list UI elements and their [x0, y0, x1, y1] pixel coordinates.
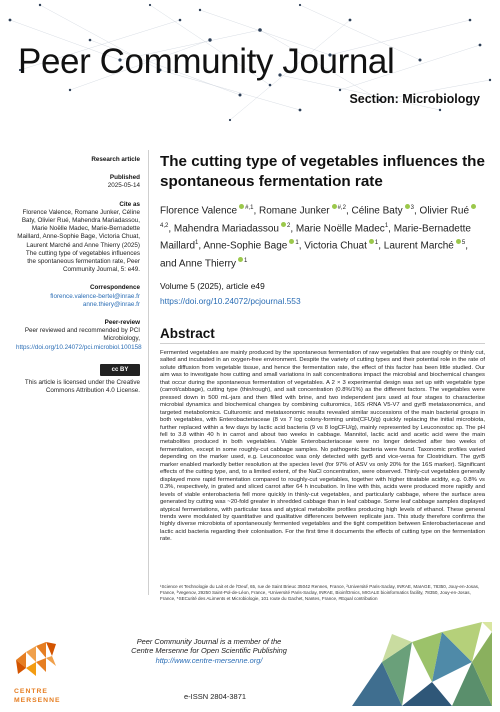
cite-text: Florence Valence, Romane Junker, Céline Baty, Olivier Rué, Mahendra Mariadassou, Marie Noëlle Madec, Marie-Bernadette Maillard, Anne-Sophie Bage, Victoria Chuat, Laurent Marché and Anne Thierry (2025) The cutting type of vegetables influences the spontaneous fermentation rate, Peer Community Journal, 5: e49. [17, 208, 140, 274]
article-doi-link[interactable]: https://doi.org/10.24072/pcjournal.553 [160, 296, 301, 307]
author-name: Florence Valence [160, 205, 238, 217]
orcid-icon[interactable] [471, 204, 476, 209]
correspondence-label: Correspondence [89, 284, 140, 292]
author-affiliation-marker: 5 [461, 240, 466, 247]
abstract-rule [160, 343, 485, 344]
orcid-icon[interactable] [281, 222, 286, 227]
author-name: Laurent Marché [383, 240, 454, 252]
author-name: Marie-Bernadette Maillard [160, 222, 471, 252]
author-affiliation-marker: #,2 [337, 205, 346, 211]
email-link-1[interactable]: florence.valence-bertel@inrae.fr [50, 292, 140, 300]
peer-review-label: Peer-review [104, 319, 140, 327]
footer-notice [94, 637, 324, 665]
section-label: Section: Microbiology [349, 92, 480, 106]
author-list: Florence Valence $^{\#,1}$, Romane Junker $^{\#,2}$, Céline Baty $^3$, Olivier Rué$^{4,2}$, Mahendra Mariadassou $^2$, Marie Noëlle Madec$^1$, Marie-Bernadette Maillard$^1$, Anne-Sophie Bage $^1$, Victoria Chuat $^1$, Laurent Marché $^5$, and Anne Thierry $^1$ [160, 201, 485, 271]
footer-line-1: Peer Community Journal is a member of the [136, 637, 282, 646]
author-affiliation-marker: 1 [374, 240, 379, 247]
article-title: The cutting type of vegetables influences the spontaneous fermentation rate [160, 153, 485, 190]
author-name: Marie Noëlle Madec [295, 222, 385, 234]
author-name: Anne-Sophie Bage [203, 240, 288, 252]
author-affiliation-marker: 1 [244, 257, 248, 264]
author-affiliation-marker: 1 [195, 240, 199, 247]
author-affiliation-marker: 1 [384, 222, 389, 229]
email-link-2[interactable]: anne.thiery@inrae.fr [82, 300, 140, 308]
license-text: This article is licensed under the Creative Commons Attribution 4.0 License. [24, 378, 140, 395]
cc-by-license-icon[interactable]: cc BY [100, 364, 140, 376]
author-name: Céline Baty [351, 205, 403, 217]
author-affiliation-marker: 2 [286, 222, 291, 229]
author-name: Olivier Rué [419, 205, 470, 217]
affiliations: ¹Science et Technologie du Lait et de l'Oeuf, 65, rue de Saint Brieuc 35042 Rennes, France, ²Université Paris-Saclay, INRAE, MaIAGE, 78350, Jouy-en-Josas, France, ³Vegenov, 29250 Saint-Pol-de-Léon, France, ⁴Université Paris-Saclay, INRAE, BioinfOmics, MIGALE bioinformatics facility, 78350, Jouy-en-Josas, France, ⁵SECurité des ALiments et Microbiologie, 101 route du Gachet, Nantes, France, #Equal contribution [160, 584, 480, 602]
centre-mersenne-wordmark [14, 688, 74, 705]
author-affiliation-marker: 1 [295, 240, 299, 247]
published-date: 2025-05-14 [107, 182, 140, 190]
author-name: Victoria Chuat [304, 240, 367, 252]
orcid-icon[interactable] [369, 239, 374, 244]
journal-title: Peer Community Journal [18, 42, 395, 81]
logo-word-2: MERSENNE [14, 696, 61, 704]
orcid-icon[interactable] [405, 204, 410, 209]
orcid-icon[interactable] [332, 204, 337, 209]
abstract-text: Fermented vegetables are mainly produced by the spontaneous fermentation of raw vegetables that are roughly or thinly cut, salted and incubated in an oxygen-free environment. Despite the variety of cutting types and their potential role in the rate of solute diffusion from vegetable tissue, and hence the fermentation rate, the effect of this factor has been little studied. Our aim was to investigate how cutting and small variations in salt concentrations impact the microbial and biochemical changes that occur during the spontaneous fermentation of vegetables. A 2 × 3 experimental design was set up with vegetable type (carrot/cabbage), cutting type (thin/rough), and salt concentration (0.8%/1%) as the different factors. The vegetables were pressed down in 500 mL-jars and then filled with brine, and two independent jars used at four stages to characterise microbial dynamics and biochemical changes by combining culturomics, 16S rRNA V5-V7 and gyrB metataxonomics, and targeted metabolomics. Culturomic and metataxonomic results revealed similar successions of the main bacterial groups in both vegetables, with Enterobacteriaceae (8 vs 7 log colony-forming units(CFU)/g) quickly replacing the initial microbiota, further replaced within a few days by lactic acid bacteria (9 vs 8 logCFU/g), mainly represented by Leuconostoc sp. The pH fell to 3.8 within 40 h in carrot and about two weeks in cabbage. Mannitol, lactic acid and acetic acid were the main metabolites produced in both vegetables. Viable Enterobacteriaceae were no longer detected after two weeks of fermentation, except in some roughly-cut cabbage samples. No pathogenic bacteria were found. Taxonomic profiles varied depending on the marker used, e.g. Leuconostoc was only detected with gyrB and vice-versa for Clostridium. The gyrB marker enabled markedly better resolution at the species level (for 97% of ASV vs only 20% for the 16S marker). Significant effects of the cutting type, and, to a limited extent, of the NaCl concentration, were observed. Thinly-cut vegetables generally displayed more rapid fermentation compared to roughly-cut vegetables, together with higher titratable acidity, e.g. 0.8% vs 0.3%, respectively, in grated and sliced carrot after 64 h incubation. In line with this, acids were produced more rapidly and levels of viable enterobacteria fell more quickly in thinly-cut vegetables, and particularly cabbage, where the surface area generated by cutting was ~20-fold greater in shredded cabbage than in leaf cabbage. Some leaf cabbage samples displayed atypical fermentations, with particular taxa and atypical metabolite profiles producing high levels of ethanol. These general trends were modulated by quantitative and qualitative differences between replicate jars. This study therefore confirms the highly diverse microbiota of spontaneously fermented vegetables and the tight competition between Enterobacteriaceae and lactic acid bacteria regarding their colonisation. For the first time it documents the effects of cutting type on the fermentation rate. [160, 350, 485, 543]
published-label: Published [109, 174, 140, 182]
author-name: Romane Junker [259, 205, 330, 217]
peer-review-doi-link[interactable]: https://doi.org/10.24072/pci.microbiol.100158 [16, 343, 142, 351]
sidebar-divider [148, 150, 149, 595]
triangle-mosaic-decoration [352, 622, 492, 706]
author-name: Anne Thierry [178, 257, 236, 269]
article-header [160, 152, 485, 350]
peer-review-text: Peer reviewed and recommended by PCI Microbiology, [24, 327, 140, 343]
orcid-icon[interactable] [239, 204, 244, 209]
author-name: Mahendra Mariadassou [173, 222, 279, 234]
issn: e-ISSN 2804-3871 [183, 692, 247, 701]
article-sidebar [16, 156, 140, 405]
logo-word-1: CENTRE [14, 688, 48, 695]
footer-url-link[interactable]: http://www.centre-mersenne.org/ [155, 655, 263, 665]
orcid-icon[interactable] [289, 239, 294, 244]
author-affiliation-marker: 4,2 [160, 222, 169, 229]
footer-line-2: Centre Mersenne for Open Scientific Publishing [131, 646, 287, 656]
cite-label: Cite as [119, 200, 140, 208]
author-affiliation-marker: 3 [410, 205, 414, 211]
author-affiliation-marker: #,1 [245, 205, 254, 211]
orcid-icon[interactable] [456, 239, 461, 244]
orcid-icon[interactable] [238, 257, 243, 262]
volume-info: Volume 5 (2025), article e49 [160, 281, 265, 292]
article-type: Research article [91, 156, 140, 163]
abstract-heading: Abstract [160, 326, 215, 342]
